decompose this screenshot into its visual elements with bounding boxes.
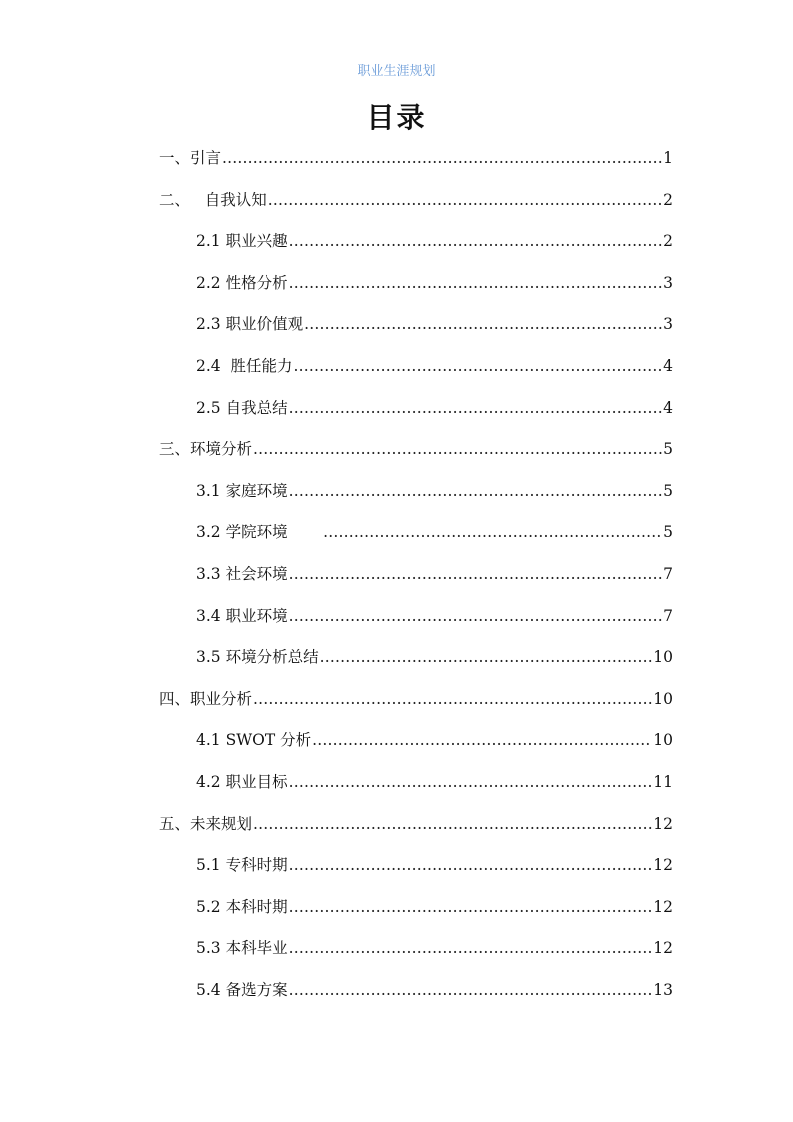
toc-entry[interactable]	[196, 728, 673, 754]
toc-entry-page-number: 1	[663, 149, 673, 167]
toc-entry-page-number: 3	[663, 315, 673, 334]
toc-entry[interactable]	[196, 645, 673, 671]
toc-entry-page-number: 7	[663, 565, 673, 583]
toc-entry-label: 2.5 自我总结	[196, 398, 288, 417]
toc-entry-page-number: 12	[653, 897, 673, 916]
toc-entry-page-number: 11	[653, 773, 673, 791]
toc-entry[interactable]	[159, 437, 673, 463]
toc-entry-label: 4.1 SWOT 分析	[196, 731, 312, 750]
toc-entry-page-number: 2	[663, 190, 673, 209]
toc-entry-page-number: 12	[653, 939, 673, 958]
toc-entry-label: 5.3 本科毕业	[196, 939, 288, 958]
toc-dot-leader	[289, 482, 663, 500]
toc-entry-page-number: 7	[663, 606, 673, 625]
toc-dot-leader	[289, 939, 653, 957]
toc-entry-page-number: 2	[663, 232, 673, 251]
toc-entry-label: 五、未来规划	[159, 814, 253, 833]
toc-entry-label: 三、环境分析	[159, 440, 253, 459]
toc-entry-label: 3.2 学院环境	[196, 523, 323, 542]
toc-entry[interactable]	[196, 562, 673, 588]
toc-dot-leader	[253, 440, 662, 458]
toc-dot-leader	[268, 191, 662, 209]
toc-dot-leader	[294, 357, 663, 375]
toc-entry[interactable]	[196, 229, 673, 255]
toc-entry-label: 3.5 环境分析总结	[196, 648, 319, 667]
toc-dot-leader	[253, 690, 652, 708]
toc-dot-leader	[289, 565, 663, 583]
toc-entry-label: 3.1 家庭环境	[196, 481, 288, 500]
toc-dot-leader	[289, 232, 663, 250]
toc-dot-leader	[323, 523, 662, 541]
toc-dot-leader	[289, 607, 663, 625]
toc-entry-page-number: 10	[653, 689, 673, 708]
toc-entry-label: 5.4 备选方案	[196, 981, 288, 999]
page-header: 职业生涯规划	[357, 64, 436, 79]
toc-entry-page-number: 12	[653, 814, 673, 833]
toc-dot-leader	[289, 856, 653, 874]
toc-entry-page-number: 10	[653, 648, 673, 667]
toc-entry-label: 4.2 职业目标	[196, 773, 288, 791]
toc-entry-label: 2.1 职业兴趣	[196, 232, 288, 251]
toc-entry-page-number: 5	[663, 523, 673, 542]
toc-entry-page-number: 5	[663, 440, 673, 459]
toc-entry[interactable]	[196, 396, 673, 422]
toc-dot-leader	[304, 315, 662, 333]
toc-entry-page-number: 4	[663, 357, 673, 375]
toc-entry[interactable]	[196, 479, 673, 505]
toc-entry-label: 3.4 职业环境	[196, 606, 288, 625]
toc-entry[interactable]	[196, 853, 673, 879]
toc-entry-label: 5.1 专科时期	[196, 856, 288, 875]
toc-entry-label: 2.2 性格分析	[196, 273, 288, 292]
toc-dot-leader	[289, 898, 653, 916]
page-title: 目录	[366, 101, 427, 134]
toc-entry[interactable]	[196, 312, 673, 338]
toc-dot-leader	[312, 731, 652, 749]
toc-entry[interactable]	[159, 812, 673, 838]
toc-entry-label: 2.4 胜任能力	[196, 357, 293, 375]
toc-entry[interactable]	[159, 687, 673, 713]
toc-dot-leader	[289, 274, 663, 292]
toc-dot-leader	[289, 399, 663, 417]
toc-entry-page-number: 12	[653, 856, 673, 875]
toc-entry-page-number: 3	[663, 273, 673, 292]
toc-entry-label: 5.2 本科时期	[196, 897, 288, 916]
toc-entry-page-number: 4	[663, 398, 673, 417]
toc-dot-leader	[253, 815, 652, 833]
toc-entry-page-number: 10	[653, 731, 673, 750]
toc-entry[interactable]	[196, 354, 673, 380]
toc-entry[interactable]	[196, 271, 673, 297]
toc-entry-page-number: 13	[653, 981, 673, 999]
toc-entry[interactable]	[196, 520, 673, 546]
toc-dot-leader	[222, 149, 662, 167]
toc-entry[interactable]	[196, 770, 673, 796]
toc-entry[interactable]	[159, 146, 673, 172]
toc-entry-label: 二、 自我认知	[159, 190, 267, 209]
toc-entry[interactable]	[196, 604, 673, 630]
toc-entry-label: 一、引言	[159, 149, 222, 167]
toc-entry[interactable]	[196, 936, 673, 962]
toc-entry[interactable]	[159, 188, 673, 214]
toc-entry[interactable]	[196, 978, 673, 1004]
toc-entry[interactable]	[196, 895, 673, 921]
toc-entry-page-number: 5	[663, 481, 673, 500]
toc-entry-label: 四、职业分析	[159, 689, 253, 708]
toc-entry-label: 3.3 社会环境	[196, 565, 288, 583]
toc-entry-label: 2.3 职业价值观	[196, 315, 304, 334]
toc-dot-leader	[289, 981, 653, 999]
toc-dot-leader	[320, 648, 653, 666]
toc-dot-leader	[289, 773, 653, 791]
